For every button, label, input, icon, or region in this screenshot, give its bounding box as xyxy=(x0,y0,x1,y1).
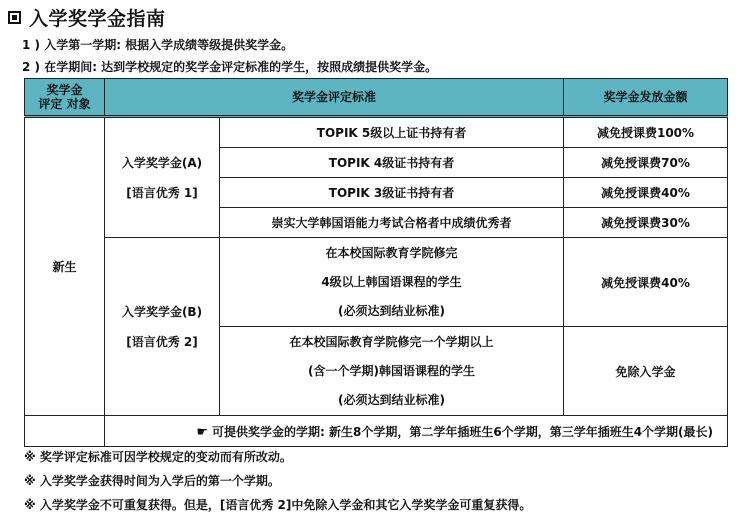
header-target-line1: 奖学金 xyxy=(46,83,83,97)
criteria-cell: TOPIK 5级以上证书持有者 xyxy=(220,117,564,148)
group-b-tag: [语言优秀 2] xyxy=(126,334,198,349)
group-a-name: 入学奖学金(A) xyxy=(121,155,203,170)
table-header-row xyxy=(25,79,728,117)
amount-cell: 减免授课费70% xyxy=(564,148,728,178)
page-title xyxy=(8,4,166,30)
note-cell xyxy=(105,416,728,447)
header-criteria: 奖学金评定标准 xyxy=(105,79,564,117)
criteria-cell xyxy=(220,238,564,327)
boxed-square-icon xyxy=(8,11,21,24)
criteria-line: 在本校国际教育学院修完一个学期以上 xyxy=(289,334,494,349)
amount-cell: 减免授课费100% xyxy=(564,117,728,148)
criteria-line: (必须达到结业标准) xyxy=(338,303,445,318)
intro-line-2: 2 ) 在学期间: 达到学校规定的奖学金评定标准的学生，按照成绩提供奖学金。 xyxy=(22,60,438,74)
pointing-hand-icon: ☛ xyxy=(196,424,209,440)
amount-cell: 减免授课费40% xyxy=(564,238,728,327)
header-target-line2: 评定 对象 xyxy=(38,97,91,111)
note-text: 可提供奖学金的学期: 新生8个学期，第二学年插班生6个学期，第三学年插班生4个学期(最长) xyxy=(212,424,714,439)
criteria-cell: TOPIK 4级证书持有者 xyxy=(220,148,564,178)
criteria-cell: 崇实大学韩国语能力考试合格者中成绩优秀者 xyxy=(220,208,564,238)
table-row xyxy=(25,238,728,327)
criteria-line: 在本校国际教育学院修完 xyxy=(325,245,458,260)
criteria-line: (必须达到结业标准) xyxy=(338,392,445,407)
footnote-2: ※ 入学奖学金获得时间为入学后的第一个学期。 xyxy=(24,474,280,488)
group-a-tag: [语言优秀 1] xyxy=(126,185,198,200)
footnote-1: ※ 奖学评定标准可因学校规定的变动而有所改动。 xyxy=(24,450,292,464)
group-b-name: 入学奖学金(B) xyxy=(121,304,203,319)
scholarship-table xyxy=(24,78,728,447)
criteria-line: 4级以上韩国语课程的学生 xyxy=(321,274,462,289)
page-title-text: 入学奖学金指南 xyxy=(29,7,166,30)
amount-cell: 免除入学金 xyxy=(564,327,728,416)
amount-cell: 减免授课费30% xyxy=(564,208,728,238)
header-amount: 奖学金发放金额 xyxy=(564,79,728,117)
note-blank-cell xyxy=(25,416,105,447)
group-a-cell xyxy=(105,117,220,238)
note-row xyxy=(25,416,728,447)
target-cell: 新生 xyxy=(25,117,105,416)
criteria-line: (含一个学期)韩国语课程的学生 xyxy=(308,363,475,378)
group-b-cell xyxy=(105,238,220,416)
amount-cell: 减免授课费40% xyxy=(564,178,728,208)
criteria-cell: TOPIK 3级证书持有者 xyxy=(220,178,564,208)
header-target xyxy=(25,79,105,117)
table-row xyxy=(25,117,728,148)
criteria-cell xyxy=(220,327,564,416)
footnote-3: ※ 入学奖学金不可重复获得。但是，[语言优秀 2]中免除入学金和其它入学奖学金可重复获得。 xyxy=(24,498,532,512)
intro-line-1: 1 ) 入学第一学期: 根据入学成绩等级提供奖学金。 xyxy=(22,38,294,52)
